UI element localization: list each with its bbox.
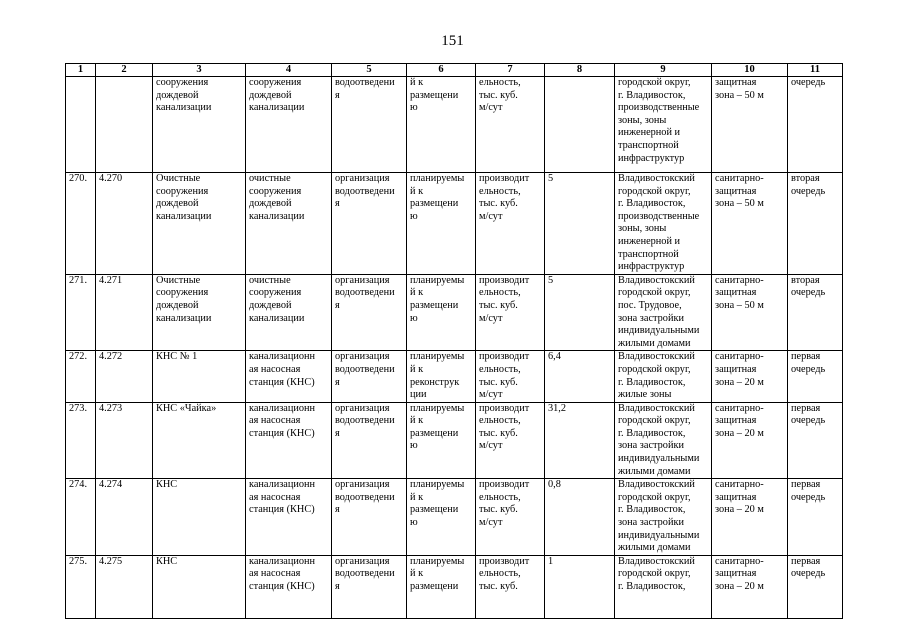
column-header: 3: [153, 64, 246, 77]
table-cell: очистные сооружения дождевой канализации: [246, 274, 332, 351]
table-cell: 271.: [66, 274, 96, 351]
table-cell: водоотведени я: [332, 77, 407, 173]
table-cell: санитарно- защитная зона – 20 м: [712, 555, 788, 618]
column-header: 9: [615, 64, 712, 77]
table-cell: производит ельность, тыс. куб. м/сут: [476, 274, 545, 351]
table-cell: 5: [545, 173, 615, 275]
table-cell: й к размещени ю: [407, 77, 476, 173]
table-cell: городской округ, г. Владивосток, производственные зоны, зоны инженерной и транспортной инфраструктур: [615, 77, 712, 173]
table-cell: [545, 77, 615, 173]
table-cell: планируемы й к размещени ю: [407, 173, 476, 275]
table-cell: производит ельность, тыс. куб. м/сут: [476, 351, 545, 402]
table-cell: КНС «Чайка»: [153, 402, 246, 479]
table-cell: 4.270: [96, 173, 153, 275]
table-cell: 4.273: [96, 402, 153, 479]
table-cell: планируемы й к размещени ю: [407, 479, 476, 556]
table-cell: 5: [545, 274, 615, 351]
table-cell: Очистные сооружения дождевой канализации: [153, 274, 246, 351]
table-cell: организация водоотведени я: [332, 173, 407, 275]
table-cell: производит ельность, тыс. куб. м/сут: [476, 402, 545, 479]
table-cell: вторая очередь: [788, 274, 843, 351]
column-header: 8: [545, 64, 615, 77]
table-cell: планируемы й к размещени: [407, 555, 476, 618]
table-row: [66, 274, 843, 351]
table-row: [66, 77, 843, 173]
table-cell: [96, 77, 153, 173]
table-cell: санитарно- защитная зона – 20 м: [712, 402, 788, 479]
table-cell: Владивостокский городской округ, пос. Трудовое, зона застройки индивидуальными жилыми домами: [615, 274, 712, 351]
table-cell: защитная зона – 50 м: [712, 77, 788, 173]
column-header: 5: [332, 64, 407, 77]
table-cell: очистные сооружения дождевой канализации: [246, 173, 332, 275]
table-cell: Владивостокский городской округ, г. Владивосток, производственные зоны, зоны инженерной и транспортной инфраструктур: [615, 173, 712, 275]
table-cell: 31,2: [545, 402, 615, 479]
table-cell: производит ельность, тыс. куб.: [476, 555, 545, 618]
column-header: 6: [407, 64, 476, 77]
table-cell: КНС № 1: [153, 351, 246, 402]
column-header: 7: [476, 64, 545, 77]
table-row: [66, 555, 843, 618]
data-table: [65, 63, 843, 619]
table-cell: сооружения дождевой канализации: [153, 77, 246, 173]
table-cell: 272.: [66, 351, 96, 402]
table-cell: планируемы й к размещени ю: [407, 274, 476, 351]
table-cell: организация водоотведени я: [332, 479, 407, 556]
table-cell: санитарно- защитная зона – 20 м: [712, 351, 788, 402]
table-cell: 274.: [66, 479, 96, 556]
table-cell: 4.271: [96, 274, 153, 351]
table-cell: 4.275: [96, 555, 153, 618]
table-cell: санитарно- защитная зона – 20 м: [712, 479, 788, 556]
table-cell: первая очередь: [788, 479, 843, 556]
column-header: 10: [712, 64, 788, 77]
table-cell: вторая очередь: [788, 173, 843, 275]
column-header: 2: [96, 64, 153, 77]
table-cell: организация водоотведени я: [332, 351, 407, 402]
table-cell: организация водоотведени я: [332, 402, 407, 479]
table-cell: 273.: [66, 402, 96, 479]
table-cell: КНС: [153, 479, 246, 556]
table-cell: канализационн ая насосная станция (КНС): [246, 555, 332, 618]
table-cell: Владивостокский городской округ, г. Владивосток,: [615, 555, 712, 618]
table-cell: КНС: [153, 555, 246, 618]
table-cell: канализационн ая насосная станция (КНС): [246, 479, 332, 556]
table-cell: 0,8: [545, 479, 615, 556]
table-cell: Владивостокский городской округ, г. Владивосток, зона застройки индивидуальными жилыми домами: [615, 479, 712, 556]
table-cell: санитарно- защитная зона – 50 м: [712, 173, 788, 275]
table-cell: производит ельность, тыс. куб. м/сут: [476, 479, 545, 556]
column-header: 4: [246, 64, 332, 77]
table-row: [66, 173, 843, 275]
table-cell: Владивостокский городской округ, г. Владивосток, жилые зоны: [615, 351, 712, 402]
table-cell: очередь: [788, 77, 843, 173]
table-cell: 1: [545, 555, 615, 618]
table-cell: сооружения дождевой канализации: [246, 77, 332, 173]
table-row: [66, 402, 843, 479]
table-row: [66, 351, 843, 402]
table-cell: производит ельность, тыс. куб. м/сут: [476, 173, 545, 275]
table-cell: канализационн ая насосная станция (КНС): [246, 402, 332, 479]
table-cell: 4.272: [96, 351, 153, 402]
table-cell: планируемы й к размещени ю: [407, 402, 476, 479]
column-header: 11: [788, 64, 843, 77]
table-cell: 270.: [66, 173, 96, 275]
table-cell: первая очередь: [788, 402, 843, 479]
header-row: [66, 64, 843, 77]
table-cell: ельность, тыс. куб. м/сут: [476, 77, 545, 173]
table-cell: 6,4: [545, 351, 615, 402]
table-cell: санитарно- защитная зона – 50 м: [712, 274, 788, 351]
table-cell: организация водоотведени я: [332, 274, 407, 351]
page-number: 151: [441, 33, 464, 49]
table-cell: Очистные сооружения дождевой канализации: [153, 173, 246, 275]
column-header: 1: [66, 64, 96, 77]
table-cell: первая очередь: [788, 555, 843, 618]
table-cell: [66, 77, 96, 173]
table-row: [66, 479, 843, 556]
table-cell: канализационн ая насосная станция (КНС): [246, 351, 332, 402]
table-cell: Владивостокский городской округ, г. Владивосток, зона застройки индивидуальными жилыми домами: [615, 402, 712, 479]
table-cell: 4.274: [96, 479, 153, 556]
table-cell: 275.: [66, 555, 96, 618]
table-cell: организация водоотведени я: [332, 555, 407, 618]
table-cell: первая очередь: [788, 351, 843, 402]
table-cell: планируемы й к реконструк ции: [407, 351, 476, 402]
